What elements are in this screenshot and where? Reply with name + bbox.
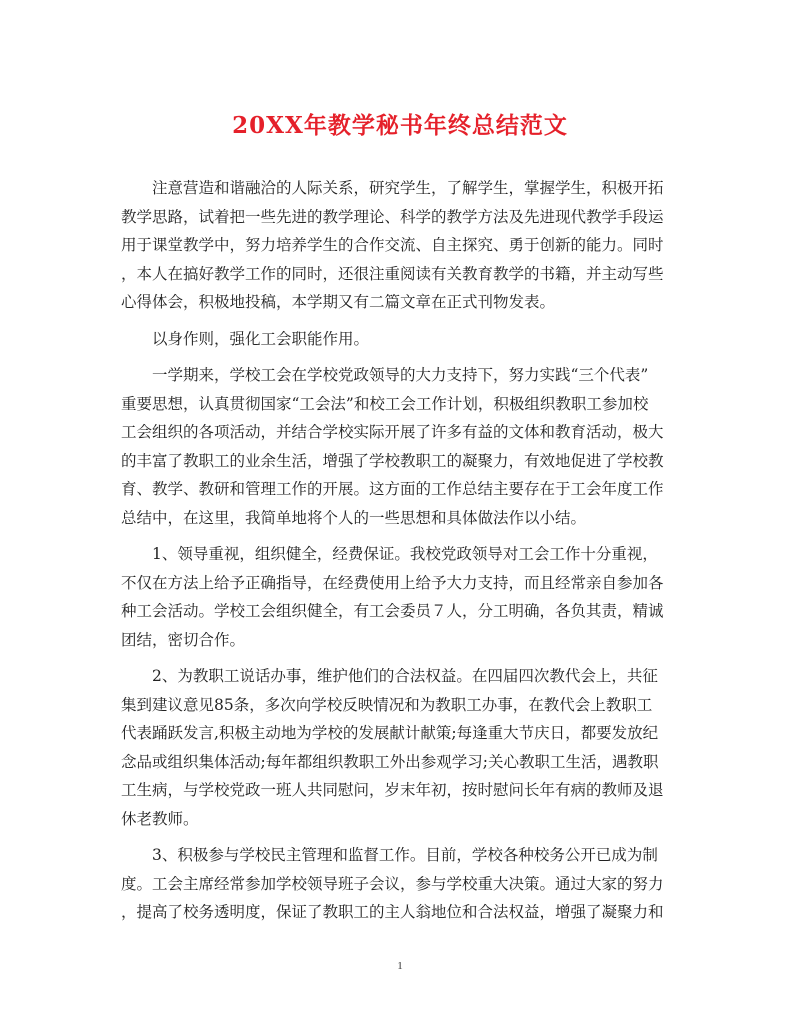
- text-line: 种工会活动。学校工会组织健全，有工会委员７人，分工明确，各负其责，精诚: [121, 602, 664, 620]
- text-line: 注意营造和谐融洽的人际关系，研究学生，了解学生，掌握学生，积极开拓: [152, 179, 664, 197]
- text-line: 以身作则，强化工会职能作用。: [152, 329, 370, 348]
- text-line: 工会组织的各项活动，并结合学校实际开展了许多有益的文体和教育活动，极大: [121, 423, 664, 441]
- paragraph: [121, 662, 681, 833]
- text-line: 念品或组织集体活动;每年都组织教职工外出参观学习;关心教职工生活，遇教职: [121, 752, 659, 771]
- text-line: 团结，密切合作。: [121, 630, 246, 649]
- text-line: 一学期来，学校工会在学校党政领导的大力支持下，努力实践“三个代表”: [152, 366, 649, 384]
- text-line: 重要思想，认真贯彻国家“工会法”和校工会工作计划，积极组织教职工参加校: [121, 394, 649, 413]
- text-line: 1、领导重视，组织健全，经费保证。我校党政领导对工会工作十分重视，: [152, 545, 658, 563]
- text-line: ，提高了校务透明度，保证了教职工的主人翁地位和合法权益，增强了凝聚力和: [121, 903, 664, 921]
- text-line: 度。工会主席经常参加学校领导班子会议，参与学校重大决策。通过大家的努力: [121, 874, 664, 893]
- text-line: 2、为教职工说话办事，维护他们的合法权益。在四届四次教代会上，共征: [152, 667, 658, 685]
- text-line: 3、积极参与学校民主管理和监督工作。目前，学校各种校务公开已成为制: [152, 846, 658, 864]
- text-line: 用于课堂教学中，努力培养学生的合作交流、自主探究、勇于创新的能力。同时: [121, 236, 664, 254]
- text-line: 不仅在方法上给予正确指导，在经费使用上给予大力支持，而且经常亲自参加各: [121, 573, 664, 592]
- paragraph: [121, 174, 681, 317]
- text-line: ，本人在搞好教学工作的同时，还很注重阅读有关教育教学的书籍，并主动写些: [121, 264, 664, 283]
- text-line: 总结中，在这里，我简单地将个人的一些思想和具体做法作以小结。: [121, 508, 587, 527]
- text-line: 休老教师。: [121, 809, 199, 828]
- page-number: 1: [397, 960, 403, 972]
- paragraph: [121, 540, 681, 654]
- paragraph: [121, 841, 681, 927]
- paragraph: [121, 325, 681, 354]
- document-title: 20XX年教学秘书年终总结范文: [232, 112, 568, 139]
- paragraph: [121, 361, 681, 532]
- text-line: 心得体会，积极地投稿，本学期又有二篇文章在正式刊物发表。: [121, 293, 556, 311]
- text-line: 育、教学、教研和管理工作的开展。这方面的工作总结主要存在于工会年度工作: [121, 480, 664, 498]
- text-line: 集到建议意见85条，多次向学校反映情况和为教职工办事，在教代会上教职工: [121, 695, 653, 714]
- document-body: [121, 174, 681, 927]
- text-line: 工生病，与学校党政一班人共同慰问，岁末年初，按时慰问长年有病的教师及退: [121, 781, 664, 799]
- text-line: 的丰富了教职工的业余生活，增强了学校教职工的凝聚力，有效地促进了学校教: [121, 451, 664, 470]
- text-line: 代表踊跃发言,积极主动地为学校的发展献计献策;每逢重大节庆日，都要发放纪: [121, 724, 659, 742]
- text-line: 教学思路，试着把一些先进的教学理论、科学的教学方法及先进现代教学手段运: [121, 207, 664, 226]
